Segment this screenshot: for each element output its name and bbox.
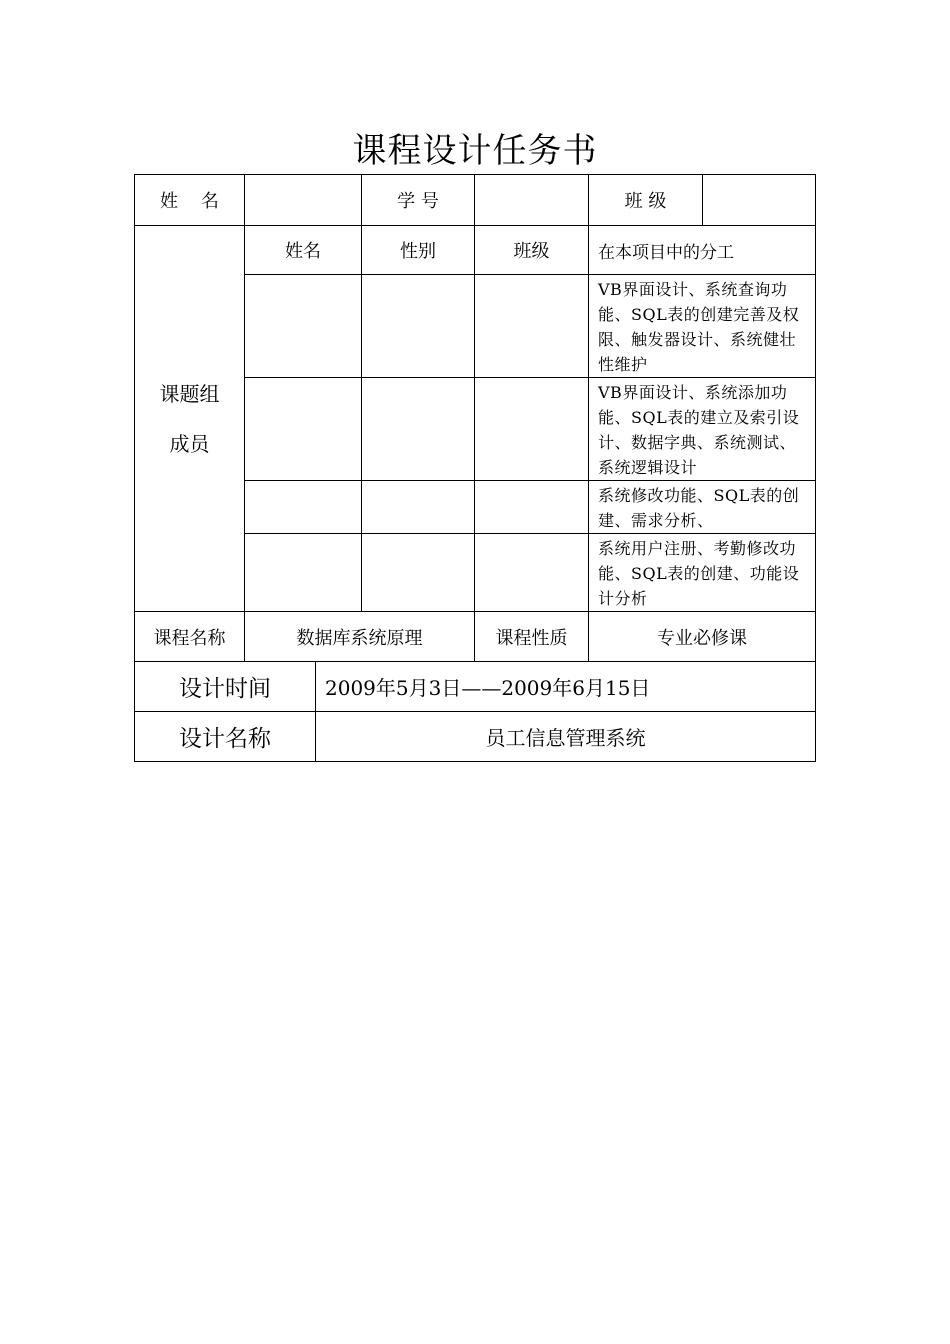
course-name-label: 课程名称 <box>135 612 245 662</box>
header-row <box>135 175 816 226</box>
design-name-row <box>135 712 816 762</box>
student-id-value-cell[interactable] <box>475 175 589 226</box>
member-duty-cell: 系统用户注册、考勤修改功能、SQL表的创建、功能设计分析 <box>589 534 816 612</box>
design-time-label: 设计时间 <box>135 662 316 712</box>
members-header-row <box>135 226 816 275</box>
column-header-class: 班级 <box>475 226 589 275</box>
member-gender-cell[interactable] <box>362 378 475 481</box>
member-duty-cell: 系统修改功能、SQL表的创建、需求分析、 <box>589 481 816 534</box>
members-label-line2: 成员 <box>169 431 210 456</box>
member-class-cell[interactable] <box>475 534 589 612</box>
task-form-table <box>134 174 816 762</box>
document-title: 课程设计任务书 <box>352 131 598 171</box>
course-nature-value: 专业必修课 <box>589 612 816 662</box>
class-value-cell[interactable] <box>703 175 816 226</box>
course-nature-label: 课程性质 <box>475 612 589 662</box>
member-gender-cell[interactable] <box>362 534 475 612</box>
member-gender-cell[interactable] <box>362 481 475 534</box>
design-name-value: 员工信息管理系统 <box>316 712 816 762</box>
member-name-cell[interactable] <box>245 481 362 534</box>
course-name-value: 数据库系统原理 <box>245 612 475 662</box>
course-row <box>135 612 816 662</box>
column-header-gender: 性别 <box>362 226 475 275</box>
members-label-line1: 课题组 <box>159 381 220 406</box>
member-class-cell[interactable] <box>475 481 589 534</box>
member-name-cell[interactable] <box>245 275 362 378</box>
name-value-cell[interactable] <box>245 175 362 226</box>
member-gender-cell[interactable] <box>362 275 475 378</box>
design-time-row <box>135 662 816 712</box>
student-id-label: 学 号 <box>362 175 475 226</box>
member-name-cell[interactable] <box>245 534 362 612</box>
column-header-duty: 在本项目中的分工 <box>589 226 816 275</box>
design-name-label: 设计名称 <box>135 712 316 762</box>
member-class-cell[interactable] <box>475 275 589 378</box>
name-label: 姓 名 <box>135 175 245 226</box>
column-header-name: 姓名 <box>245 226 362 275</box>
member-duty-cell: VB界面设计、系统查询功能、SQL表的创建完善及权限、触发器设计、系统健壮性维护 <box>589 275 816 378</box>
members-label-cell <box>135 226 245 612</box>
design-time-value: 2009年5月3日——2009年6月15日 <box>316 662 816 712</box>
member-name-cell[interactable] <box>245 378 362 481</box>
class-label: 班 级 <box>589 175 703 226</box>
member-duty-cell: VB界面设计、系统添加功能、SQL表的建立及索引设计、数据字典、系统测试、系统逻辑设计 <box>589 378 816 481</box>
member-class-cell[interactable] <box>475 378 589 481</box>
